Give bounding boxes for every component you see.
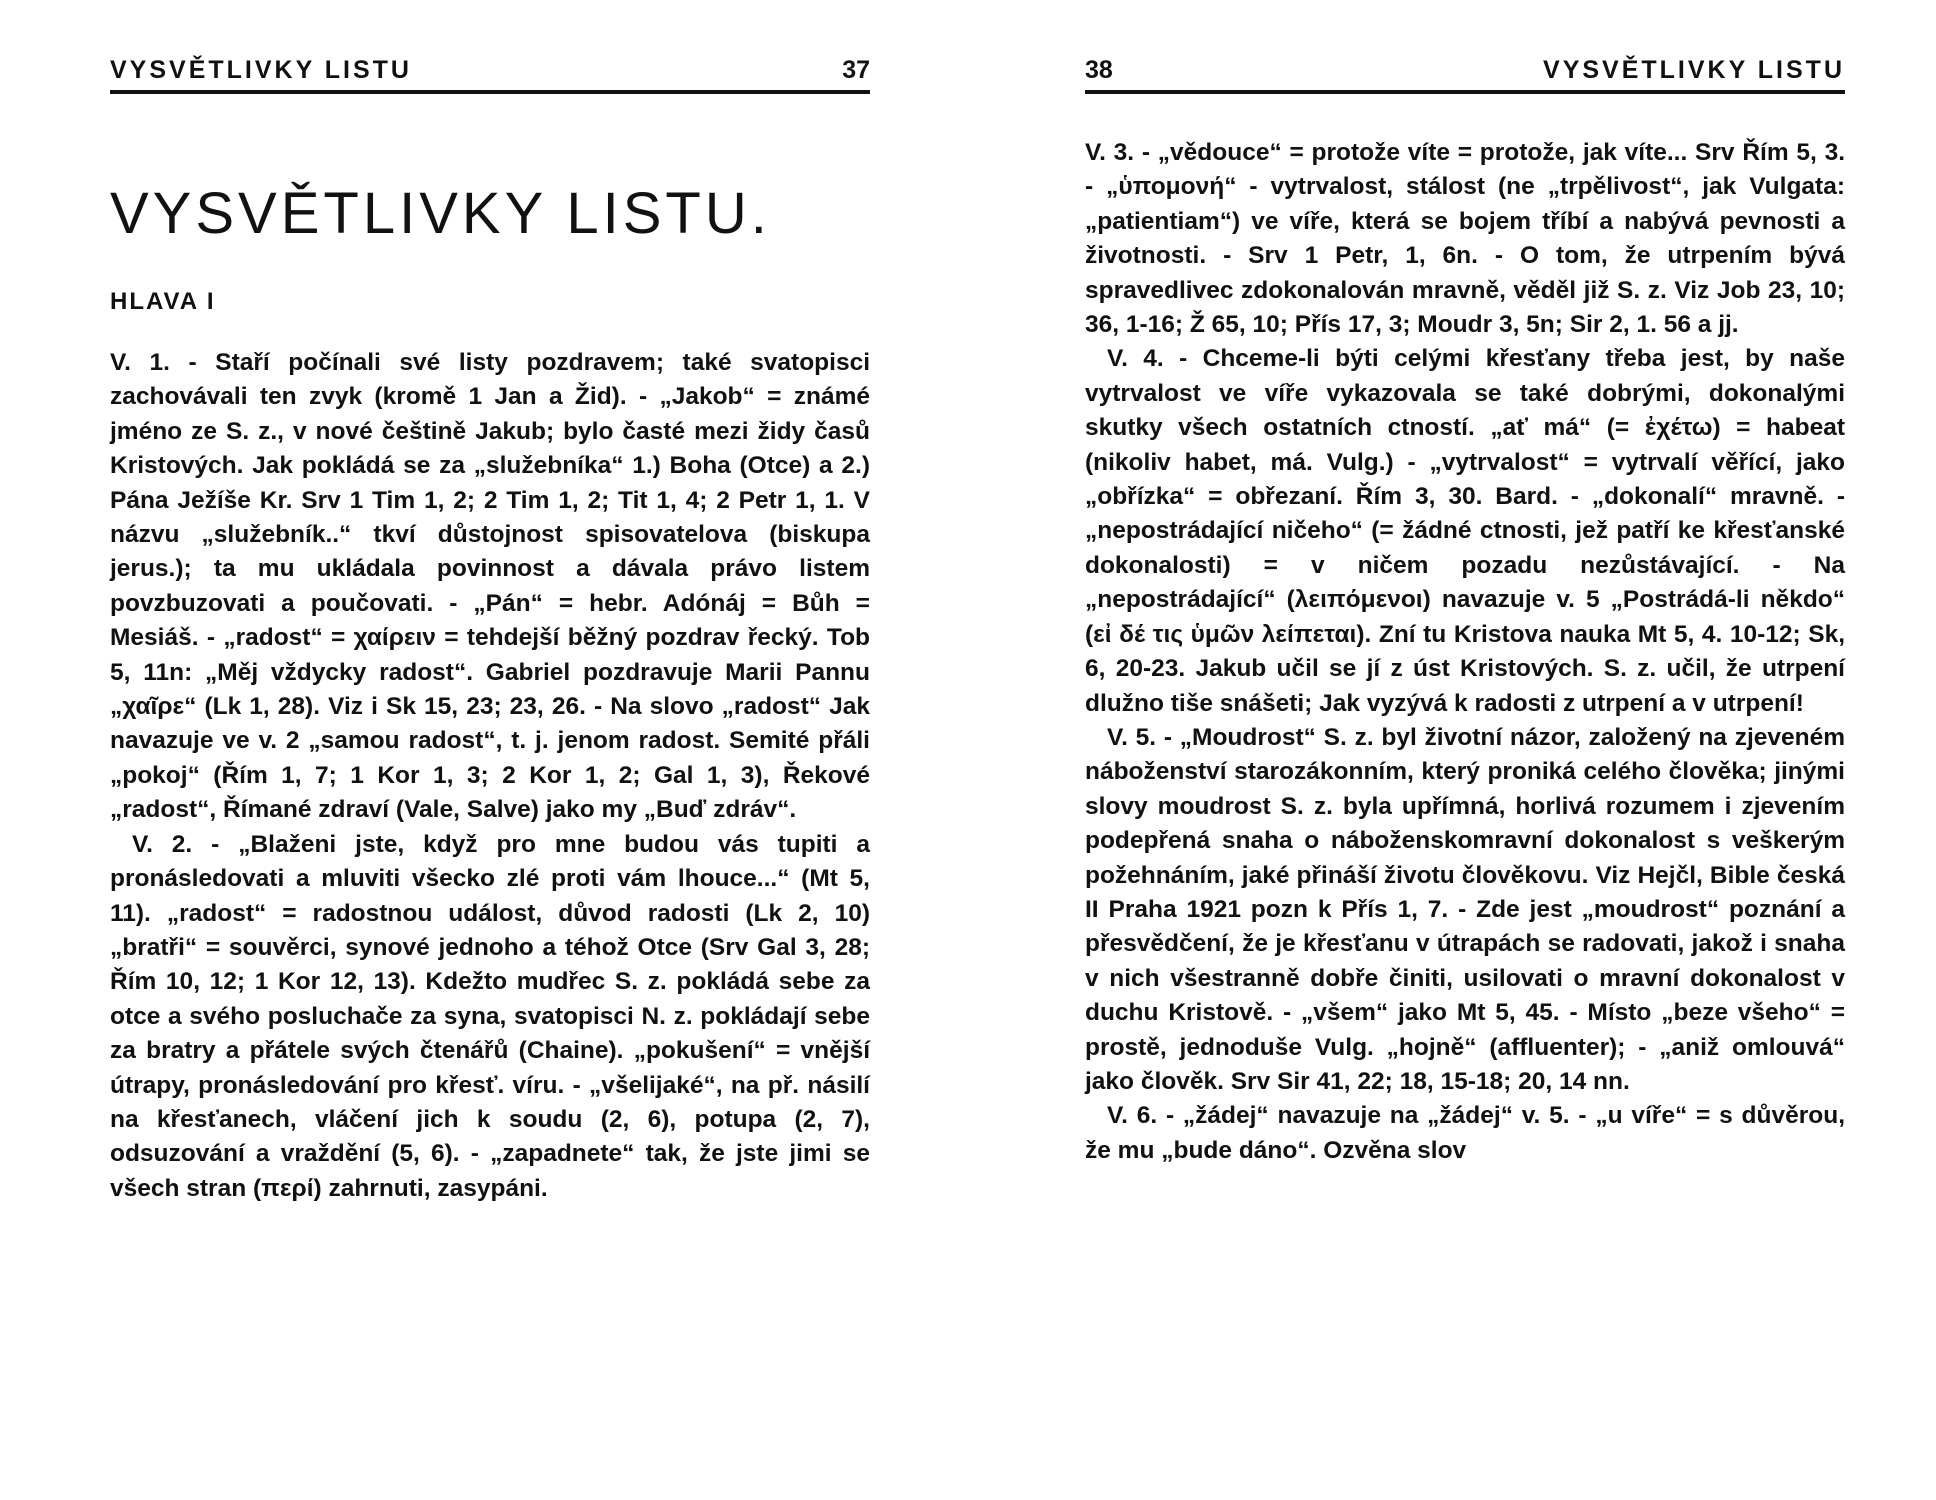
commentary-text — [1085, 136, 1845, 1168]
running-head-title: VYSVĚTLIVKY LISTU — [1543, 56, 1845, 84]
verse-paragraph — [1085, 342, 1845, 720]
chapter-heading: HLAVA I — [110, 288, 216, 315]
commentary-text — [110, 346, 870, 1206]
verse-number: V. 1. — [110, 349, 170, 376]
verse-text: - Chceme-li býti celými křesťany třeba jest, by naše vytrvalost ve víře vykazovala se také dobrými, dokonalými skutky všech ostatních ctností. „ať má“ (= ἐχέτω) = habeat (nikoliv habet, má. Vulg.) - „vytrvalost“ = vytrvalí věřící, jako „obřízka“ = obřezaní. Řím 3, 30. Bard. - „dokonalí“ mravně. - „nepostrádající ničeho“ (= žádné ctnosti, jež patří ke křesťanské dokonalosti) = v ničem pozadu nezůstávající. - Na „nepostrádající“ (λειπόμενοι) navazuje v. 5 „Postrádá-li někdo“ (εἰ δέ τις ὑμῶν λείπεται). Zní tu Kristova nauka Mt 5, 4. 10-12; Sk, 6, 20-23. Jakub učil se jí z úst Kristových. S. z. učil, že utrpení dlužno tiše snášeti; Jak vyzývá k radosti z utrpení a v utrpení! — [1085, 345, 1845, 717]
right-page — [1085, 0, 1845, 1500]
verse-paragraph — [1085, 136, 1845, 342]
page-number: 37 — [842, 56, 870, 84]
page-title: VYSVĚTLIVKY LISTU. — [110, 181, 771, 246]
verse-number: V. 2. — [132, 830, 193, 858]
verse-text: - „vědouce“ = protože víte = protože, jak víte... Srv Řím 5, 3. - „ὑπομονή“ - vytrvalost, stálost (ne „trpělivost“, jak Vulgata: „patientiam“) ve víře, která se bojem tříbí a nabývá pevnosti a životnosti. - Srv 1 Petr, 1, 6n. - O tom, že utrpením bývá spravedlivec zdokonalován mravně, věděl již S. z. Viz Job 23, 10; 36, 1-16; Ž 65, 10; Přís 17, 3; Moudr 3, 5n; Sir 2, 1. 56 a jj. — [1085, 139, 1845, 339]
verse-text: - „žádej“ navazuje na „žádej“ v. 5. - „u víře“ = s důvěrou, že mu „bude dáno“. Ozvěna slov — [1085, 1102, 1846, 1164]
verse-number: V. 4. — [1107, 345, 1164, 373]
running-head — [1085, 56, 1845, 94]
verse-text: - „Moudrost“ S. z. byl životní názor, založený na zjeveném náboženství starozákonním, který proniká celého člověka; jinými slovy moudrost S. z. byla upřímná, horlivá rozumem i zjevením podepřená snaha o náboženskomravní dokonalost s veškerým požehnáním, jaké přináší životu člověkovu. Viz Hejčl, Bible česká II Praha 1921 pozn k Přís 1, 7. - Zde jest „moudrost“ poznání a přesvědčení, že je křesťanu v útrapách se radovati, jakož i snaha v nich všestranně dobře činiti, usilovati o mravní dokonalost v duchu Kristově. - „všem“ jako Mt 5, 45. - Místo „beze všeho“ = prostě, jednoduše Vulg. „hojně“ (affluenter); - „aniž omlouvá“ jako člověk. Srv Sir 41, 22; 18, 15-18; 20, 14 nn. — [1085, 723, 1845, 1095]
page-number: 38 — [1085, 56, 1113, 84]
verse-number: V. 5. — [1107, 723, 1157, 751]
running-head-title: VYSVĚTLIVKY LISTU — [110, 56, 412, 84]
left-page — [110, 0, 870, 1500]
verse-text: - „Blaženi jste, když pro mne budou vás tupiti a pronásledovati a mluviti všecko zlé proti vám lhouce...“ (Mt 5, 11). „radost“ = radostnou událost, důvod radosti (Lk 2, 10) „bratři“ = souvěrci, synové jednoho a téhož Otce (Srv Gal 3, 28; Řím 10, 12; 1 Kor 12, 13). Kdežto mudřec S. z. pokládá sebe za otce a svého posluchače za syna, svatopisci N. z. pokládají sebe za bratry a přátele svých čtenářů (Chaine). „pokušení“ = vnější útrapy, pronásledování pro křesť. víru. - „všelijaké“, na př. násilí na křesťanech, vláčení jich k soudu (2, 6), potupa (2, 7), odsuzování a vraždění (5, 6). - „zapadnete“ tak, že jste jimi se všech stran (περί) zahrnuti, zasypáni. — [110, 830, 870, 1202]
running-head — [110, 56, 870, 94]
verse-number: V. 6. — [1107, 1102, 1158, 1130]
verse-paragraph — [110, 346, 870, 828]
verse-text: - Staří počínali své listy pozdravem; také svatopisci zachovávali ten zvyk (kromě 1 Jan a Žid). - „Jakob“ = známé jméno ze S. z., v nové češtině Jakub; bylo časté mezi židy časů Kristových. Jak pokládá se za „služebníka“ 1.) Boha (Otce) a 2.) Pána Ježíše Kr. Srv 1 Tim 1, 2; 2 Tim 1, 2; Tit 1, 4; 2 Petr 1, 1. V názvu „služebník..“ tkví důstojnost spisovatelova (biskupa jerus.); ta mu ukládala povinnost a dávala právo listem povzbuzovati a poučovati. - „Pán“ = hebr. Adónáj = Bůh = Mesiáš. - „radost“ = χαίρειν = tehdejší běžný pozdrav řecký. Tob 5, 11n: „Měj vždycky radost“. Gabriel pozdravuje Marii Pannu „χαῖρε“ (Lk 1, 28). Viz i Sk 15, 23; 23, 26. - Na slovo „radost“ Jak navazuje ve v. 2 „samou radost“, t. j. jenom radost. Semité přáli „pokoj“ (Řím 1, 7; 1 Kor 1, 3; 2 Kor 1, 2; Gal 1, 3), Řekové „radost“, Římané zdraví (Vale, Salve) jako my „Buď zdráv“. — [110, 349, 870, 824]
verse-number: V. 3. — [1085, 139, 1135, 166]
verse-paragraph — [1085, 721, 1845, 1099]
verse-paragraph — [1085, 1099, 1845, 1168]
verse-paragraph — [110, 828, 870, 1206]
